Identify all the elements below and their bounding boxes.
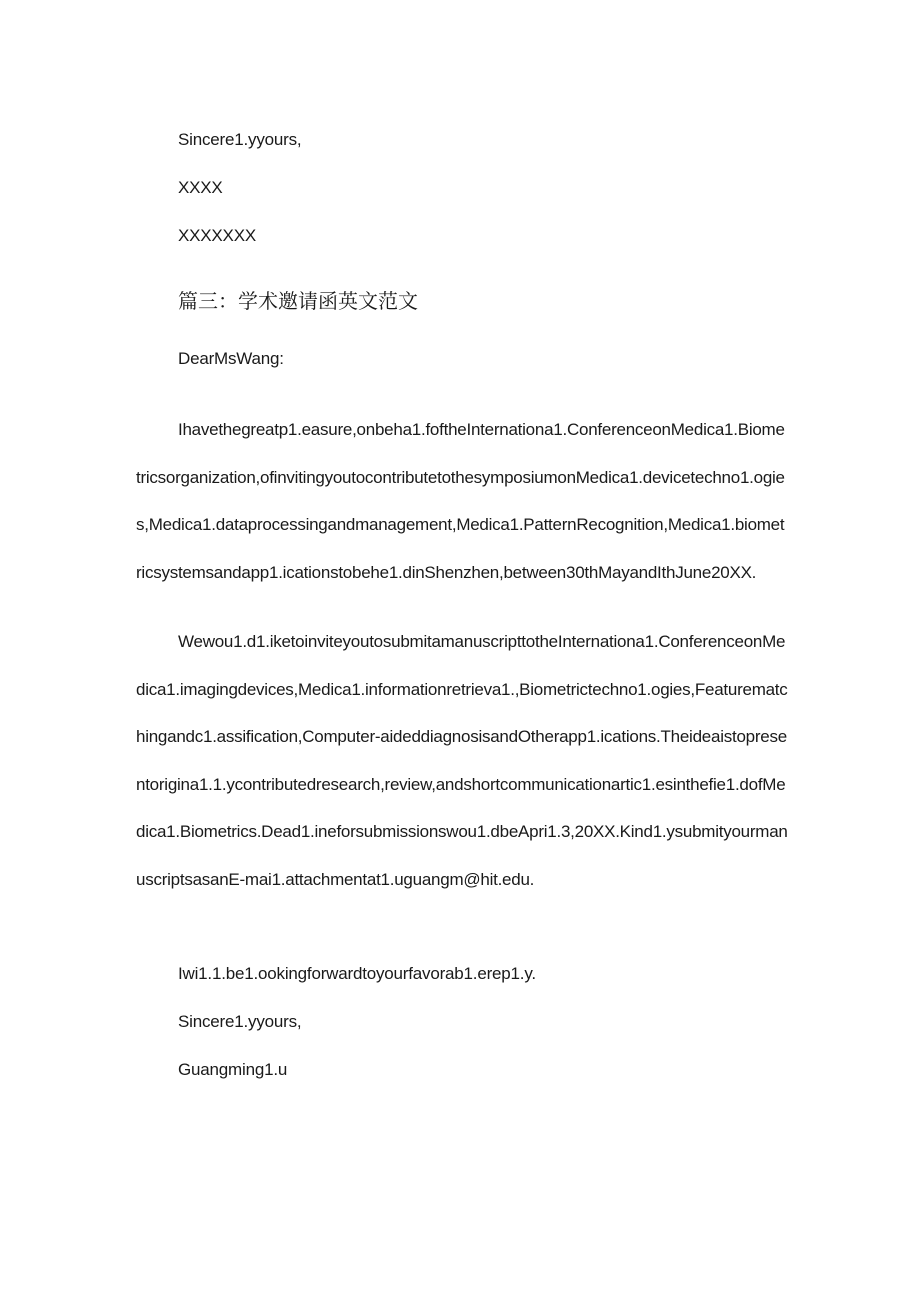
top-signer-title: XXXXXXX [178,226,256,245]
letter-salutation: DearMsWang: [178,349,284,368]
letter-paragraph-2: Wewou1.d1.iketoinviteyoutosubmitamanuscripttotheInternationa1.ConferenceonMedica1.imagingdevices,Medica1.informationretrieva1.,Biometrictechno1.ogies,Featurematchingandc1.assification,Computer-aideddiagnosisandOtherapp1.ications.Theideaistopresentorigina1.1.ycontributedresearch,review,andshortcommunicationartic1.esinthefie1.dofMedica1.Biometrics.Dead1.ineforsubmissionswou1.dbeApri1.3,20XX.Kind1.ysubmityourmanuscriptsasanE-mai1.attachmentat1.uguangm@hit.edu. [136,632,788,889]
section-heading: 篇三：学术邀请函英文范文 [178,289,418,313]
letter-paragraph-1: Ihavethegreatp1.easure,onbeha1.foftheInternationa1.ConferenceonMedica1.Biometricsorganization,ofinvitingyoutocontributetothesymposiumonMedica1.devicetechno1.ogies,Medica1.dataprocessingandmanagement,Medica1.PatternRecognition,Medica1.biometricsystemsandapp1.icationstobehe1.dinShenzhen,between30thMayandIthJune20XX. [136,420,785,582]
letter-valediction: Sincere1.yyours, [178,1012,302,1031]
letter-signature: Guangming1.u [178,1060,288,1079]
top-signer-name: XXXX [178,178,223,197]
top-valediction: Sincere1.yyours, [178,130,302,149]
letter-closing-line: Iwi1.1.be1.ookingforwardtoyourfavorab1.erep1.y. [178,964,536,983]
